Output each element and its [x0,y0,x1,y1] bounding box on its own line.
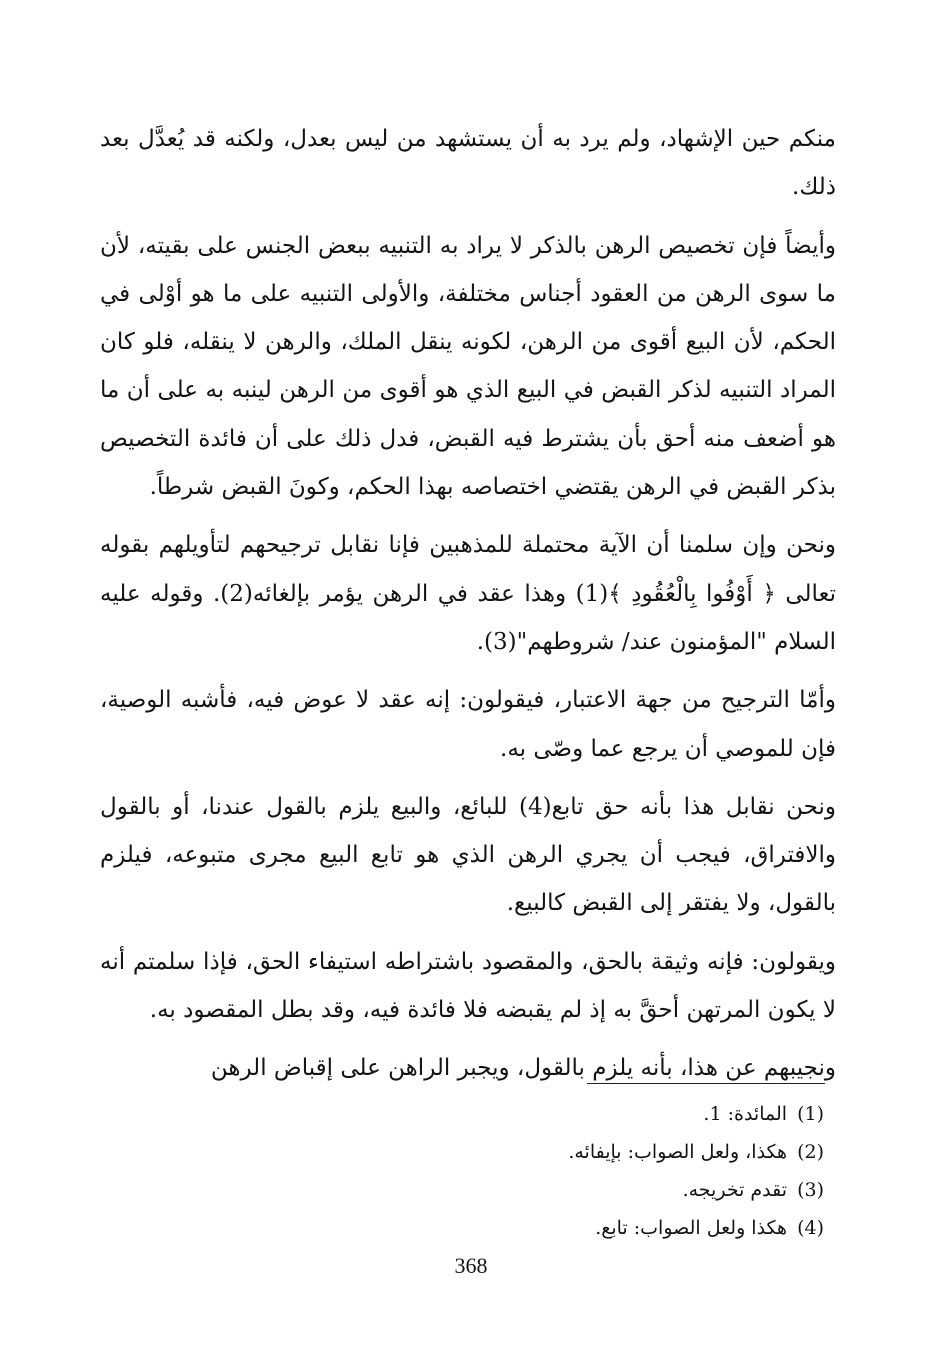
footnote-text: المائدة: 1. [703,1103,788,1125]
footnote-text: هكذا ولعل الصواب: تابع. [595,1217,788,1239]
footnote-text: تقدم تخريجه. [682,1179,788,1201]
footnote-1 [324,1095,824,1133]
footnote-number: (2) [797,1141,824,1163]
footnote-number: (1) [797,1103,824,1125]
footnote-2 [324,1133,824,1171]
paragraph-6: ويقولون: فإنه وثيقة بالحق، والمقصود باشتراطه استيفاء الحق، فإذا سلمتم أنه لا يكون المرتهن أحقَّ به إذ لم يقبضه فلا فائدة فيه، وقد بطل المقصود به. [100,948,836,1024]
paragraph-5: ونحن نقابل هذا بأنه حق تابع(4) للبائع، والبيع يلزم بالقول عندنا، أو بالقول والافتراق، فيجب أن يجري الرهن الذي هو تابع البيع مجرى متبوعه، فيلزم بالقول، ولا يفتقر إلى القبض كالبيع. [100,793,836,917]
page-number: 368 [454,1253,488,1278]
footnote-4 [324,1209,824,1247]
body-text [100,115,836,1093]
paragraph-3: ونحن وإن سلمنا أن الآية محتملة للمذهبين فإنا نقابل ترجيحهم لتأويلهم بقوله تعالى ﴿ أَوْفُوا بِالْعُقُودِ ﴾(1) وهذا عقد في الرهن يؤمر بإلغائه(2). وقوله عليه السلام "المؤمنون عند/ شروطهم"(3). [100,532,837,655]
paragraph-4: وأمّا الترجيح من جهة الاعتبار، فيقولون: إنه عقد لا عوض فيه، فأشبه الوصية، فإن للموصي أن يرجع عما وصّى به. [100,687,836,762]
footnote-separator [587,1083,825,1084]
paragraph-2: وأيضاً فإن تخصيص الرهن بالذكر لا يراد به التنبيه ببعض الجنس على بقيته، لأن ما سوى الرهن من العقود أجناس مختلفة، والأولى التنبيه على ما هو أوْلى في الحكم، لأن البيع أقوى من الرهن، لكونه ينقل الملك، والرهن لا ينقله، فلو كان المراد التنبيه لذكر القبض في البيع الذي هو أقوى من الرهن لينبه به على أن ما هو أضعف منه أحق بأن يشترط فيه القبض، فدل ذلك على أن فائدة التخصيص بذكر القبض في الرهن يقتضي اختصاصه بهذا الحكم، وكونَ القبض شرطاً. [100,232,836,501]
footnote-text: هكذا، ولعل الصواب: بإيفائه. [568,1141,788,1163]
paragraph-7: ونجيبهم عن هذا، بأنه يلزم بالقول، ويجبر الراهن على إقباض الرهن [210,1055,836,1082]
footnote-number: (3) [797,1179,824,1201]
footnote-3 [324,1171,824,1209]
footnotes-list [324,1095,824,1247]
footnote-number: (4) [797,1217,824,1239]
paragraph-1: منكم حين الإشهاد، ولم يرد به أن يستشهد من ليس بعدل، ولكنه قد يُعدَّل بعد ذلك. [100,126,836,201]
